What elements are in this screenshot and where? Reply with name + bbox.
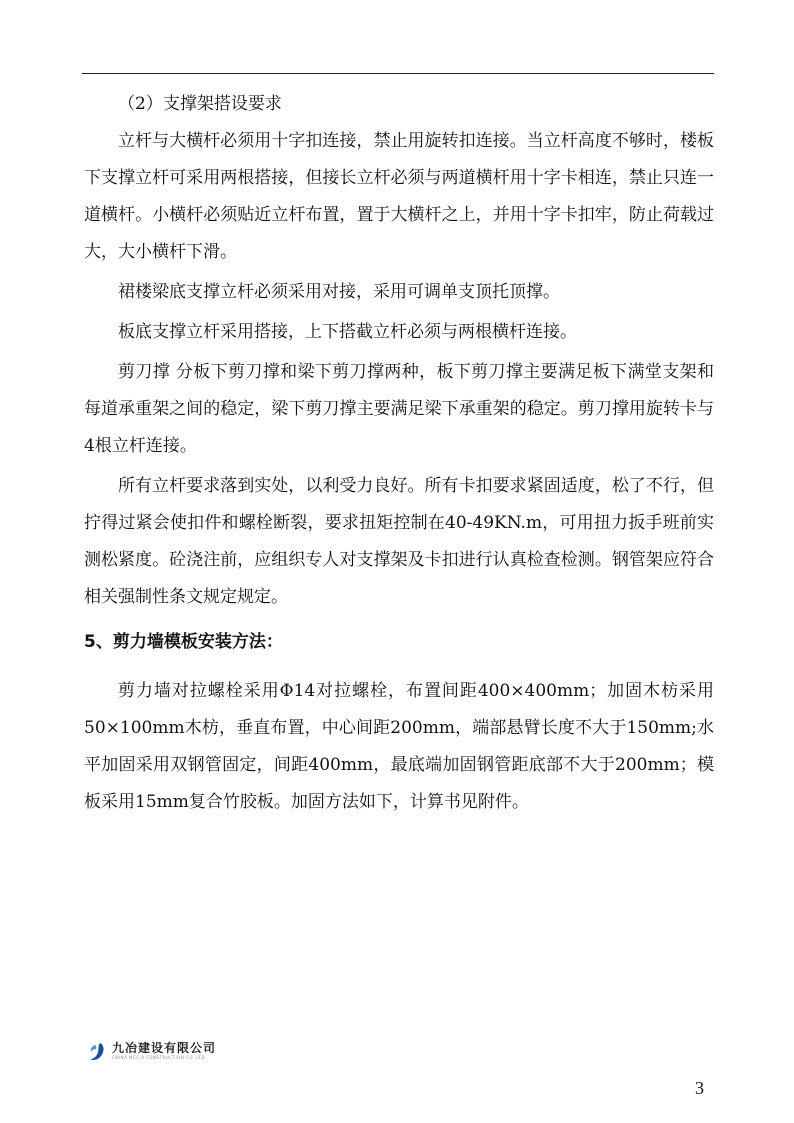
section-heading: 5、剪力墙模板安装方法：: [84, 632, 283, 652]
paragraph: 裙楼梁底支撑立杆必须采用对接，采用可调单支顶托顶撑。: [118, 282, 560, 302]
company-logo-icon: [86, 1041, 108, 1063]
header-rule: [82, 73, 714, 74]
wall-paragraphs: [84, 673, 714, 821]
document-body: [84, 86, 714, 821]
support-paragraphs: [84, 123, 714, 616]
paragraph: 板底支撑立杆采用搭接，上下搭截立杆必须与两根横杆连接。: [118, 322, 577, 342]
company-name: 九冶建设有限公司: [112, 1041, 217, 1055]
page-number: 3: [695, 1078, 704, 1098]
paragraph: 剪力墙对拉螺栓采用Φ14对拉螺栓，布置间距400×400mm；加固木枋采用50×100mm木枋，垂直布置，中心间距200mm，端部悬臂长度不大于150mm;水平加固采用双钢管固定，间距400mm，最底端加固钢管距底部不大于200mm；模板采用15mm复合竹胶板。加固方法如下，计算书见附件。: [84, 681, 714, 812]
company-logo: [86, 1041, 216, 1063]
paragraph: 立杆与大横杆必须用十字扣连接，禁止用旋转扣连接。当立杆高度不够时，楼板下支撑立杆可采用两根搭接，但接长立杆必须与两道横杆用十字卡相连，禁止只连一道横杆。小横杆必须贴近立杆布置，置于大横杆之上，并用十字卡扣牢，防止荷载过大，大小横杆下滑。: [84, 131, 714, 262]
paragraph: 所有立杆要求落到实处，以利受力良好。所有卡扣要求紧固适度，松了不行，但拧得过紧会使扣件和螺栓断裂，要求扭矩控制在40-49KN.m，可用扭力扳手班前实测松紧度。砼浇注前，应组织专人对支撑架及卡扣进行认真检查检测。钢管架应符合相关强制性条文规定规定。: [84, 476, 714, 607]
paragraph: 剪刀撑 分板下剪刀撑和梁下剪刀撑两种，板下剪刀撑主要满足板下满堂支架和每道承重架之间的稳定，梁下剪刀撑主要满足梁下承重架的稳定。剪刀撑用旋转卡与4根立杆连接。: [84, 362, 714, 456]
company-sub-name: CHINA MCC 9 CONSTRUCTION CO.,LTD: [112, 1055, 206, 1060]
sub-heading: （2）支撑架搭设要求: [118, 94, 282, 114]
